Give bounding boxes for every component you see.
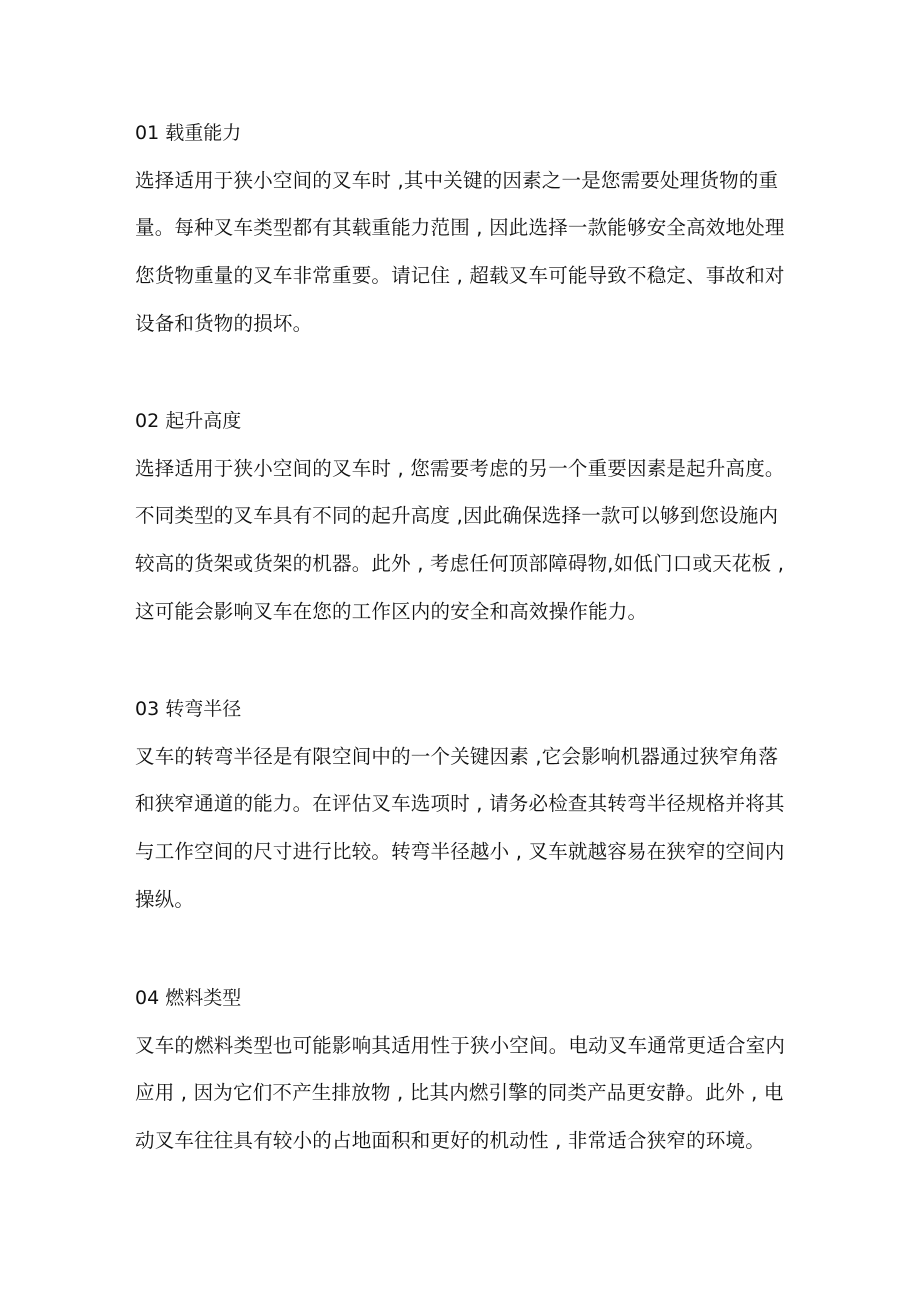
paragraph-line: 叉车的燃料类型也可能影响其适用性于狭小空间。电动叉车通常更适合室内 <box>135 1033 786 1057</box>
paragraph-line: 选择适用于狭小空间的叉车时 , 您需要考虑的另一个重要因素是起升高度。 <box>135 456 785 480</box>
paragraph-line: 叉车的转弯半径是有限空间中的一个关键因素 ,它会影响机器通过狭窄角落 <box>135 744 779 768</box>
paragraph-line: 操纵。 <box>135 887 195 911</box>
paragraph-line: 不同类型的叉车具有不同的起升高度 ,因此确保选择一款可以够到您设施内 <box>135 504 779 528</box>
section-fuel-type <box>135 983 835 1174</box>
section-heading: 01 载重能力 <box>135 122 242 144</box>
section-lift-height <box>135 406 835 644</box>
paragraph-line: 动叉车往往具有较小的占地面积和更好的机动性 , 非常适合狭窄的环境。 <box>135 1128 765 1152</box>
paragraph-line: 较高的货架或货架的机器。此外 , 考虑任何顶部障碍物,如低门口或天花板 , <box>135 551 785 575</box>
paragraph-line: 您货物重量的叉车非常重要。请记住 , 超载叉车可能导致不稳定、事故和对 <box>135 263 785 287</box>
section-heading: 02 起升高度 <box>135 410 242 432</box>
paragraph-line: 和狭窄通道的能力。在评估叉车选项时 , 请务必检查其转弯半径规格并将其 <box>135 792 785 816</box>
paragraph-line: 设备和货物的损坏。 <box>135 311 313 335</box>
paragraph-line: 这可能会影响叉车在您的工作区内的安全和高效操作能力。 <box>135 599 648 623</box>
paragraph-line: 量。每种叉车类型都有其载重能力范围 , 因此选择一款能够安全高效地处理 <box>135 216 785 240</box>
paragraph-line: 与工作空间的尺寸进行比较。转弯半径越小 , 叉车就越容易在狭窄的空间内 <box>135 839 785 863</box>
paragraph-line: 选择适用于狭小空间的叉车时 ,其中关键的因素之一是您需要处理货物的重 <box>135 168 779 192</box>
paragraph-line: 应用 , 因为它们不产生排放物 , 比其内燃引擎的同类产品更安静。此外 , 电 <box>135 1081 784 1105</box>
section-heading: 04 燃料类型 <box>135 987 242 1009</box>
section-turning-radius <box>135 694 835 932</box>
section-load-capacity <box>135 118 835 356</box>
section-heading: 03 转弯半径 <box>135 698 242 720</box>
